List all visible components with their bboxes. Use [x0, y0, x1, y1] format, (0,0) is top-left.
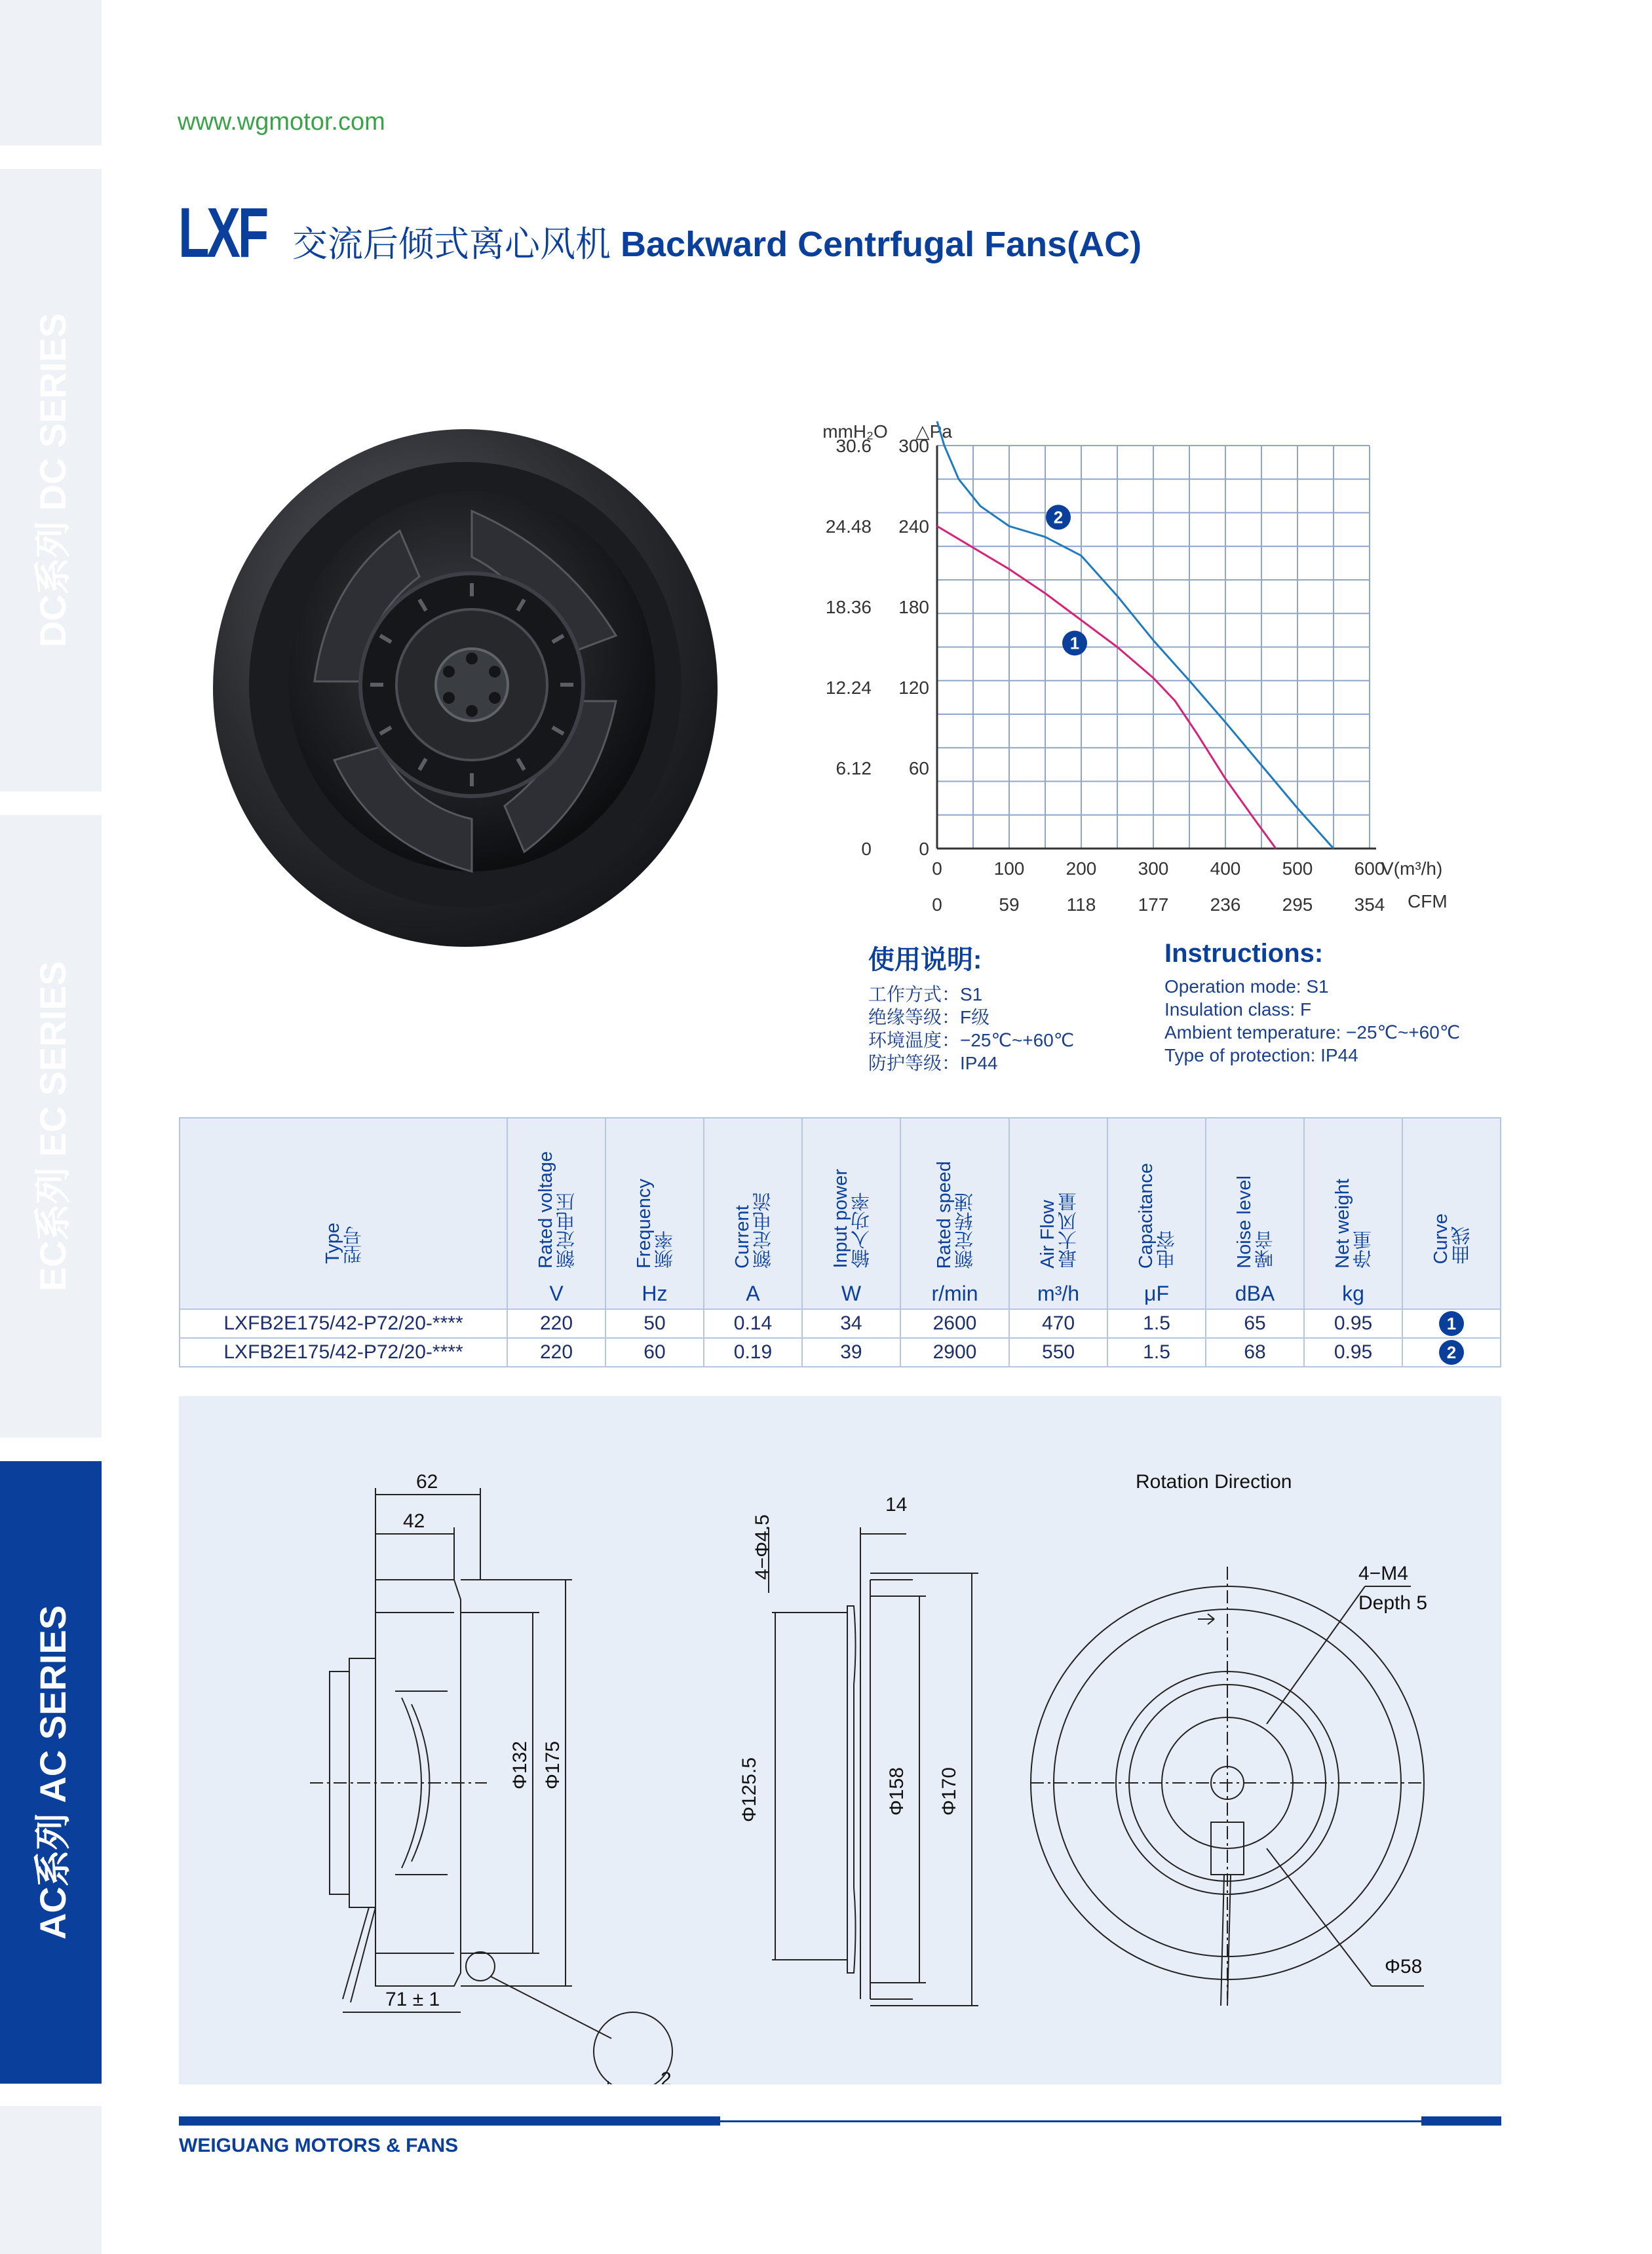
cell-noise: 65 — [1206, 1309, 1304, 1338]
dim-phi58: Φ58 — [1385, 1956, 1423, 1977]
side-tab-bottom — [0, 2106, 102, 2254]
page-title-cn: 交流后倾式离心风机 — [292, 225, 611, 264]
x-axis-label: V(m³/h) — [1381, 858, 1443, 879]
side-tab-ec[interactable] — [0, 815, 102, 1438]
y-tick-label-mm: 6.12 — [836, 758, 872, 778]
side-tab-ec-label: EC系列 EC SERIES — [32, 961, 74, 1292]
y-tick-label-pa: 0 — [919, 839, 929, 859]
col-rated-speed: Rated speed 额定转速 r/min — [900, 1118, 1009, 1309]
dim-phi125-5: Φ125.5 — [739, 1757, 760, 1822]
x2-tick-label: 177 — [1138, 894, 1169, 915]
instructions-cn-line: 绝缘等级：F级 — [868, 1007, 990, 1027]
x-tick-label: 300 — [1138, 858, 1169, 879]
x-tick-label: 100 — [993, 858, 1025, 879]
x-tick-label: 600 — [1354, 858, 1385, 879]
cell-noise: 68 — [1206, 1338, 1304, 1367]
y-tick-label-pa: 180 — [898, 597, 929, 617]
x2-tick-label: 236 — [1210, 894, 1241, 915]
dim-phi175: Φ175 — [542, 1741, 564, 1789]
x2-tick-label: 354 — [1354, 894, 1385, 915]
website-url[interactable]: www.wgmotor.com — [178, 108, 385, 136]
x-tick-label: 200 — [1066, 858, 1097, 879]
performance-chart — [813, 413, 1533, 950]
x-tick-label: 400 — [1210, 858, 1241, 879]
dim-62: 62 — [416, 1471, 438, 1493]
dim-2: 2 — [661, 2069, 672, 2084]
table-row — [180, 1338, 1501, 1367]
dim-42: 42 — [403, 1510, 425, 1532]
cell-power: 34 — [802, 1309, 900, 1338]
y-tick-label-mm: 24.48 — [825, 516, 872, 537]
series-badge-label-1: 1 — [1069, 633, 1080, 653]
col-curve: Curve 曲线 — [1402, 1118, 1501, 1309]
footer-company: WEIGUANG MOTORS & FANS — [179, 2135, 459, 2156]
cell-weight: 0.95 — [1304, 1338, 1402, 1367]
series-badge-label-2: 2 — [1053, 507, 1064, 527]
curve-badge: 2 — [1439, 1340, 1464, 1365]
chart-grid — [937, 446, 1376, 849]
chart-axis-labels — [822, 421, 1447, 915]
instructions-en-line: Ambient temperature: −25℃~+60℃ — [1164, 1022, 1461, 1042]
y-tick-label-mm: 30.6 — [836, 436, 872, 456]
instructions-cn-line: 工作方式：S1 — [868, 984, 983, 1004]
dimension-drawing-panel — [179, 1396, 1501, 2084]
x2-tick-label: 118 — [1066, 894, 1096, 915]
col-type: Type 型号 — [180, 1118, 507, 1309]
instructions-en-title: Instructions: — [1164, 939, 1324, 968]
col-current: Current 额定电流 A — [704, 1118, 802, 1309]
dim-phi170: Φ170 — [938, 1767, 960, 1816]
cell-current: 0.14 — [704, 1309, 802, 1338]
y-tick-label-pa: 240 — [898, 516, 929, 537]
instructions-cn-line: 防护等级：IP44 — [868, 1053, 998, 1073]
col-air-flow: Air Flow 最大风量 m³/h — [1009, 1118, 1107, 1309]
y-axis-label-left: mmH₂O — [822, 421, 888, 442]
cell-speed: 2900 — [900, 1338, 1009, 1367]
instructions-en-line: Insulation class: F — [1164, 999, 1312, 1020]
cell-voltage: 220 — [507, 1338, 605, 1367]
dim-phi132: Φ132 — [509, 1741, 531, 1789]
cell-capacitance: 1.5 — [1107, 1309, 1206, 1338]
side-tab-ac[interactable] — [0, 1461, 102, 2084]
x2-tick-label: 295 — [1282, 894, 1313, 915]
col-noise: Noise level 噪音 dBA — [1206, 1118, 1304, 1309]
x2-tick-label: 59 — [999, 894, 1020, 915]
curve-badge: 1 — [1439, 1311, 1464, 1336]
rotation-direction-label: Rotation Direction — [1136, 1471, 1292, 1493]
cell-weight: 0.95 — [1304, 1309, 1402, 1338]
instructions-en — [1164, 939, 1460, 1067]
col-weight: Net weight 净重 kg — [1304, 1118, 1402, 1309]
col-frequency: Frequency 频率 Hz — [605, 1118, 704, 1309]
side-tab-dc-block[interactable] — [0, 169, 102, 792]
y-tick-label-mm: 12.24 — [825, 678, 872, 698]
cell-frequency: 50 — [605, 1309, 704, 1338]
x-tick-label: 0 — [932, 858, 942, 879]
instructions-cn — [868, 939, 1074, 1075]
instructions-cn-title: 使用说明: — [868, 946, 982, 974]
dim-phi158: Φ158 — [886, 1767, 908, 1816]
cell-type: LXFB2E175/42-P72/20-**** — [180, 1309, 507, 1338]
cell-current: 0.19 — [704, 1338, 802, 1367]
col-input-power: Input power 输入功率 W — [802, 1118, 900, 1309]
footer-line-left — [179, 2116, 720, 2126]
series-line-2 — [937, 421, 1334, 849]
dim-4phi45: 4−Φ4.5 — [752, 1514, 773, 1580]
cell-curve — [1402, 1338, 1501, 1367]
side-tab-dc-label: DC系列 DC SERIES — [32, 313, 74, 648]
x-axis-label-cfm: CFM — [1408, 891, 1448, 911]
y-tick-label-pa: 120 — [898, 678, 929, 698]
spec-table-header-row — [180, 1118, 1501, 1309]
cell-power: 39 — [802, 1338, 900, 1367]
page-title-en: Backward Centrfugal Fans(AC) — [621, 225, 1142, 264]
side-tab-ac-label: AC系列 AC SERIES — [32, 1605, 74, 1940]
col-voltage: Rated voltage 额定电压 V — [507, 1118, 605, 1309]
cell-airflow: 470 — [1009, 1309, 1107, 1338]
cell-frequency: 60 — [605, 1338, 704, 1367]
y-axis-label-right: △Pa — [915, 421, 952, 442]
y-tick-label-mm: 0 — [861, 839, 872, 859]
side-tab-dc[interactable] — [0, 0, 102, 145]
instructions-cn-line: 环境温度：−25℃~+60℃ — [868, 1030, 1075, 1050]
footer-line-right — [1421, 2116, 1501, 2126]
cell-voltage: 220 — [507, 1309, 605, 1338]
dim-14: 14 — [885, 1494, 908, 1516]
cell-type: LXFB2E175/42-P72/20-**** — [180, 1338, 507, 1367]
dimension-drawing — [179, 1396, 1501, 2084]
x2-tick-label: 0 — [932, 894, 942, 915]
cell-airflow: 550 — [1009, 1338, 1107, 1367]
x-tick-label: 500 — [1282, 858, 1313, 879]
page-title — [292, 216, 1142, 267]
instructions-en-line: Operation mode: S1 — [1164, 976, 1329, 997]
y-tick-label-pa: 300 — [898, 436, 929, 456]
cell-curve — [1402, 1309, 1501, 1338]
y-tick-label-pa: 60 — [908, 758, 929, 778]
dim-71: 71 ± 1 — [385, 1989, 440, 2010]
chart-series — [937, 421, 1334, 849]
spec-table — [179, 1117, 1501, 1367]
fan-product-image — [197, 419, 734, 957]
instructions-en-line: Type of protection: IP44 — [1164, 1045, 1358, 1065]
cell-speed: 2600 — [900, 1309, 1009, 1338]
cell-capacitance: 1.5 — [1107, 1338, 1206, 1367]
dim-depth: Depth 5 — [1358, 1592, 1428, 1614]
y-tick-label-mm: 18.36 — [825, 597, 872, 617]
dim-4-m4: 4−M4 — [1358, 1563, 1408, 1584]
series-logo: LXF — [178, 193, 266, 272]
col-capacitance: Capacitance 电容 μF — [1107, 1118, 1206, 1309]
footer-line-thin — [720, 2120, 1421, 2122]
table-row — [180, 1309, 1501, 1338]
